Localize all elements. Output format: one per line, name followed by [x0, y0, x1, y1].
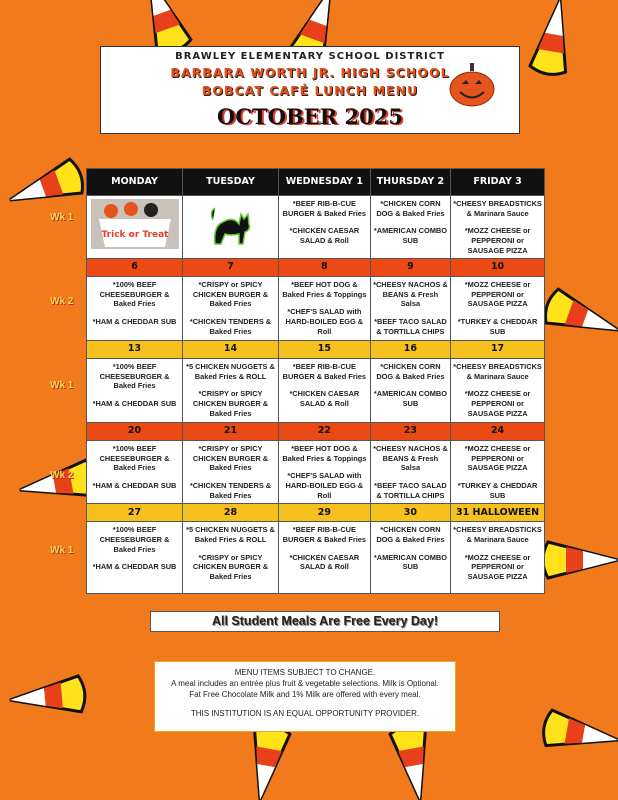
- date-cell: 22: [279, 423, 371, 441]
- menu-item: *CHICKEN TENDERS & Baked Fries: [189, 481, 272, 500]
- menu-item: *BEEF TACO SALAD & TORTILLA CHIPS: [374, 481, 447, 500]
- menu-header: [100, 46, 520, 134]
- menu-cell: [183, 522, 279, 594]
- menu-item: *BEEF RIB-B-CUE BURGER & Baked Fries: [282, 362, 367, 381]
- date-cell: 31 HALLOWEEN: [451, 504, 545, 522]
- menu-item: *CHICKEN CAESAR SALAD & Roll: [289, 226, 360, 245]
- trick-or-treat-text: Trick or Treat: [101, 230, 168, 240]
- date-cell: 20: [87, 423, 183, 441]
- date-cell: 10: [451, 259, 545, 277]
- date-cell: 24: [451, 423, 545, 441]
- menu-title: BOBCAT CAFÉ LUNCH MENU: [201, 83, 419, 98]
- menu-row: [87, 522, 545, 594]
- menu-cell: [183, 359, 279, 423]
- menu-item: *BEEF RIB-B-CUE BURGER & Baked Fries: [282, 199, 367, 218]
- date-cell: 30: [370, 504, 450, 522]
- menu-item: *CHEESY BREADSTICKS & Marinara Sauce: [453, 199, 542, 218]
- menu-item: *CHICKEN CORN DOG & Baked Fries: [376, 199, 445, 218]
- date-cell: 23: [370, 423, 450, 441]
- menu-item: *CHEESY BREADSTICKS & Marinara Sauce: [453, 525, 542, 544]
- black-cat-icon: [209, 206, 253, 246]
- menu-item: *BEEF HOT DOG & Baked Fries & Toppings: [282, 444, 367, 463]
- menu-item: *CHICKEN CAESAR SALAD & Roll: [289, 389, 360, 408]
- menu-item: *100% BEEF CHEESEBURGER & Baked Fries: [99, 280, 170, 309]
- week-label: Wk 1: [50, 380, 74, 391]
- menu-item: *CRISPY or SPICY CHICKEN BURGER & Baked Fries: [192, 444, 269, 473]
- menu-item: *100% BEEF CHEESEBURGER & Baked Fries: [99, 362, 170, 391]
- menu-cell: [279, 196, 371, 259]
- menu-cell: [87, 359, 183, 423]
- free-meals-banner: All Student Meals Are Free Every Day!: [150, 611, 500, 632]
- menu-item: *CHEESY NACHOS & BEANS & Fresh Salsa: [373, 444, 448, 473]
- date-cell: 14: [183, 341, 279, 359]
- menu-item: *100% BEEF CHEESEBURGER & Baked Fries: [99, 444, 170, 473]
- pumpkin-icon: [447, 59, 497, 109]
- district-name: BRAWLEY ELEMENTARY SCHOOL DISTRICT: [175, 51, 445, 62]
- menu-cell: [279, 441, 371, 504]
- menu-item: *CRISPY or SPICY CHICKEN BURGER & Baked Fries: [192, 552, 269, 581]
- menu-cell: [279, 359, 371, 423]
- menu-cell: [370, 196, 450, 259]
- date-row: [87, 504, 545, 522]
- menu-cell: [279, 277, 371, 341]
- menu-item: *AMERICAN COMBO SUB: [373, 552, 447, 572]
- menu-item: *TURKEY & CHEDDAR SUB: [457, 317, 538, 336]
- menu-cell: [87, 277, 183, 341]
- date-cell: 27: [87, 504, 183, 522]
- menu-item: *CHEF'S SALAD with HARD-BOILED EGG & Roll: [285, 307, 364, 336]
- date-cell: 28: [183, 504, 279, 522]
- menu-item: *HAM & CHEDDAR SUB: [92, 317, 177, 326]
- menu-item: *CHICKEN TENDERS & Baked Fries: [189, 317, 272, 336]
- menu-row: [87, 441, 545, 504]
- date-cell: 16: [370, 341, 450, 359]
- week-label: Wk 2: [50, 470, 74, 481]
- day-header: WEDNESDAY 1: [279, 169, 371, 196]
- note-milk: Fat Free Chocolate Milk and 1% Milk are offered with every meal.: [189, 689, 421, 699]
- menu-cell: [87, 522, 183, 594]
- menu-item: *CHICKEN CAESAR SALAD & Roll: [289, 552, 360, 572]
- date-row: [87, 423, 545, 441]
- date-cell: 6: [87, 259, 183, 277]
- menu-item: *CHEESY NACHOS & BEANS & Fresh Salsa: [373, 280, 448, 309]
- menu-cell: [370, 277, 450, 341]
- menu-item: *AMERICAN COMBO SUB: [373, 226, 447, 245]
- week-label: Wk 1: [50, 545, 74, 556]
- day-header: THURSDAY 2: [370, 169, 450, 196]
- menu-item: *MOZZ CHEESE or PEPPERONI or SAUSAGE PIZZA: [464, 280, 531, 309]
- date-cell: 9: [370, 259, 450, 277]
- menu-item: *MOZZ CHEESE or PEPPERONI or SAUSAGE PIZZA: [464, 226, 531, 255]
- menu-row: [87, 277, 545, 341]
- menu-cell: [370, 522, 450, 594]
- date-cell: 29: [279, 504, 371, 522]
- note-meal-includes: A meal includes an entrée plus fruit & vegetable selections. Milk is Optional.: [171, 678, 439, 688]
- menu-cell: [183, 441, 279, 504]
- menu-cell: [279, 522, 371, 594]
- menu-item: *HAM & CHEDDAR SUB: [92, 399, 177, 408]
- menu-cell: [451, 359, 545, 423]
- menu-item: *CHEESY BREADSTICKS & Marinara Sauce: [453, 362, 542, 381]
- menu-row: [87, 359, 545, 423]
- date-row: [87, 341, 545, 359]
- date-cell: 21: [183, 423, 279, 441]
- menu-cell: [87, 441, 183, 504]
- menu-item: *HAM & CHEDDAR SUB: [92, 562, 177, 572]
- note-equal-opportunity: THIS INSTITUTION IS AN EQUAL OPPORTUNITY PROVIDER.: [190, 709, 420, 719]
- menu-cell: [451, 441, 545, 504]
- menu-item: *MOZZ CHEESE or PEPPERONI or SAUSAGE PIZZA: [464, 552, 531, 581]
- date-cell: 13: [87, 341, 183, 359]
- school-name: BARBARA WORTH JR. HIGH SCHOOL: [170, 65, 450, 80]
- menu-item: *5 CHICKEN NUGGETS & Baked Fries & ROLL: [186, 362, 275, 381]
- menu-item: *100% BEEF CHEESEBURGER & Baked Fries: [99, 525, 170, 554]
- menu-cell: [183, 277, 279, 341]
- trick-or-treat-image: [91, 199, 179, 249]
- menu-row: [87, 196, 545, 259]
- lunch-menu-calendar: [86, 168, 545, 594]
- menu-item: *CHEF'S SALAD with HARD-BOILED EGG & Roll: [285, 471, 364, 500]
- date-cell: 8: [279, 259, 371, 277]
- menu-item: *HAM & CHEDDAR SUB: [92, 481, 177, 490]
- menu-item: *BEEF RIB-B-CUE BURGER & Baked Fries: [282, 525, 367, 544]
- menu-item: *CHICKEN CORN DOG & Baked Fries: [376, 362, 445, 381]
- menu-item: *5 CHICKEN NUGGETS & Baked Fries & ROLL: [186, 525, 275, 544]
- day-header-row: [87, 169, 545, 196]
- menu-cell: [451, 522, 545, 594]
- date-cell: 7: [183, 259, 279, 277]
- menu-item: *CRISPY or SPICY CHICKEN BURGER & Baked Fries: [192, 389, 269, 418]
- menu-item: *CHICKEN CORN DOG & Baked Fries: [376, 525, 445, 544]
- date-cell: 15: [279, 341, 371, 359]
- note-subject-to-change: MENU ITEMS SUBJECT TO CHANGE.: [234, 668, 376, 677]
- menu-item: *CRISPY or SPICY CHICKEN BURGER & Baked Fries: [192, 280, 269, 309]
- menu-cell: [451, 277, 545, 341]
- day-header: FRIDAY 3: [451, 169, 545, 196]
- week-label: Wk 2: [50, 296, 74, 307]
- menu-item: *BEEF TACO SALAD & TORTILLA CHIPS: [374, 317, 447, 336]
- menu-item: *AMERICAN COMBO SUB: [373, 389, 447, 408]
- week-label: Wk 1: [50, 212, 74, 223]
- menu-cell: [451, 196, 545, 259]
- day-header: TUESDAY: [183, 169, 279, 196]
- menu-cell: [370, 359, 450, 423]
- day-header: MONDAY: [87, 169, 183, 196]
- menu-notes: [154, 661, 456, 732]
- menu-item: *MOZZ CHEESE or PEPPERONI or SAUSAGE PIZZA: [464, 444, 531, 473]
- menu-item: *TURKEY & CHEDDAR SUB: [457, 481, 538, 500]
- menu-cell: [370, 441, 450, 504]
- menu-item: *MOZZ CHEESE or PEPPERONI or SAUSAGE PIZZA: [464, 389, 531, 418]
- date-cell: 17: [451, 341, 545, 359]
- date-row: [87, 259, 545, 277]
- menu-item: *BEEF HOT DOG & Baked Fries & Toppings: [282, 280, 367, 299]
- month-title: OCTOBER 2025: [217, 104, 403, 129]
